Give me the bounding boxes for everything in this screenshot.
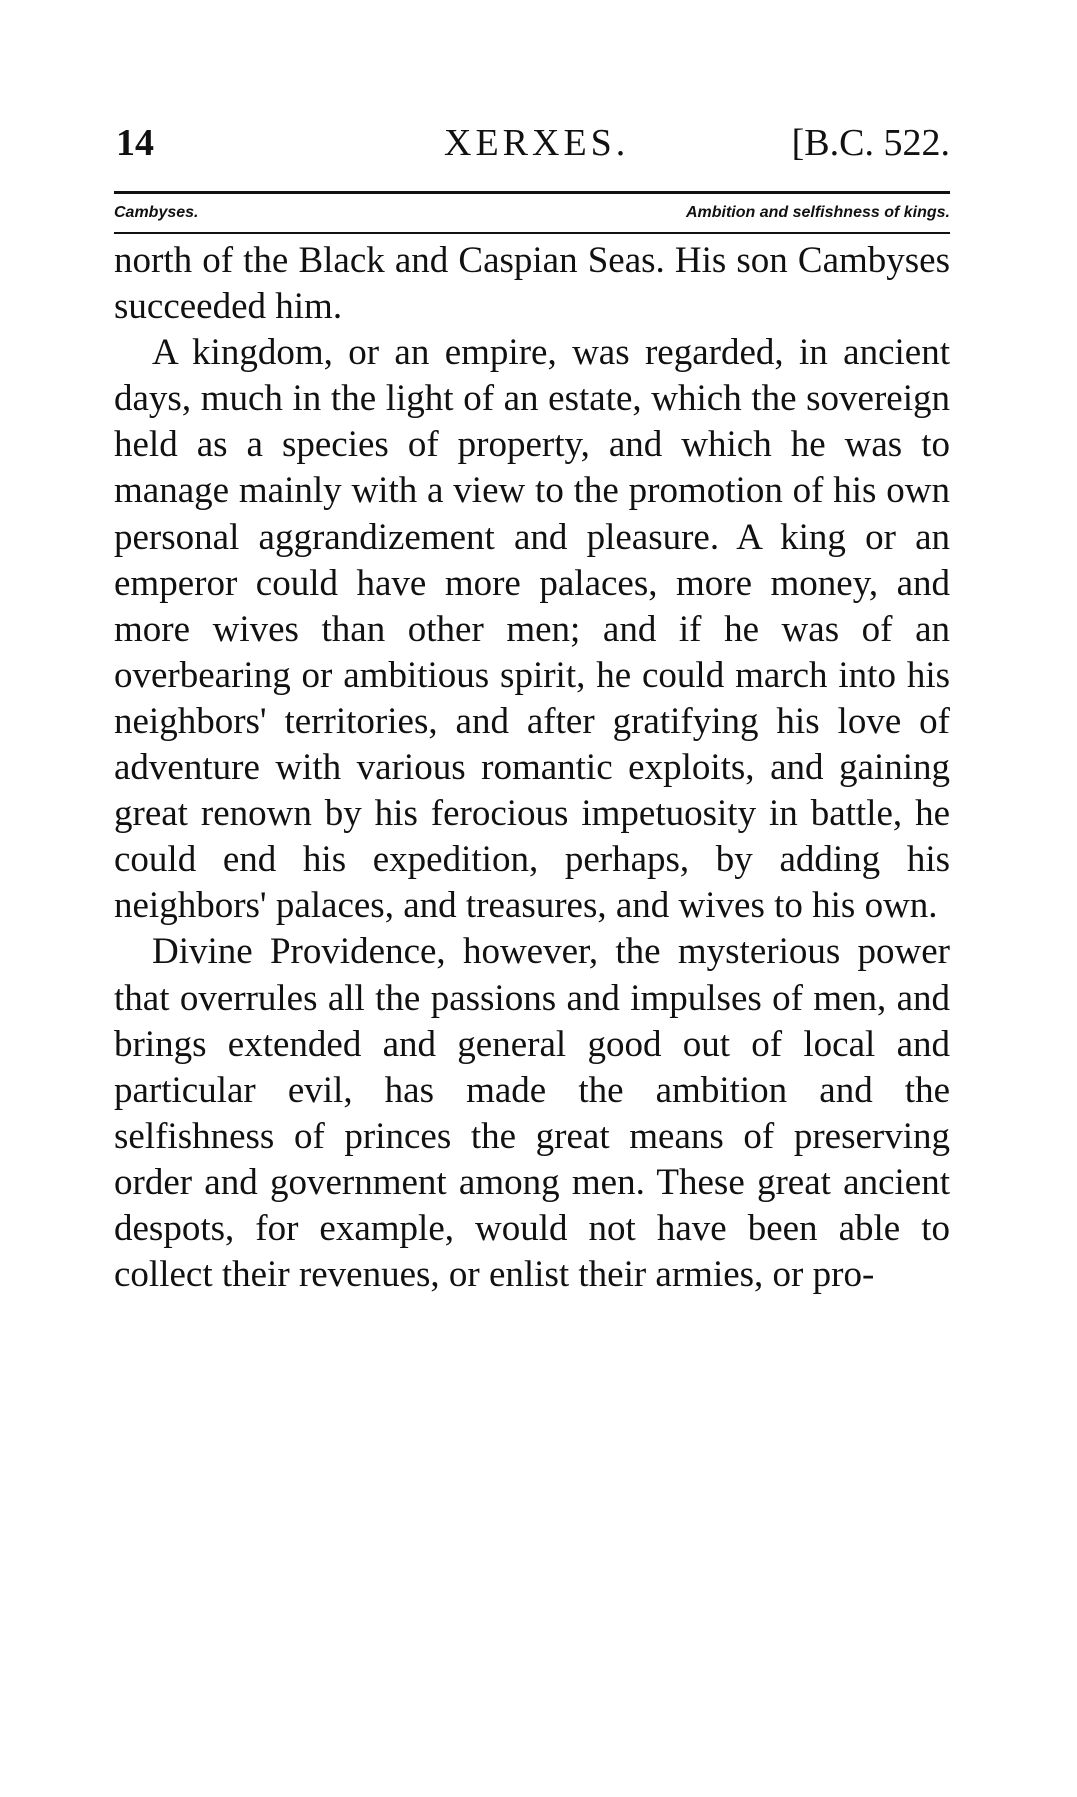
- paragraph-continuation: north of the Black and Caspian Seas. His son Cambyses succeeded him.: [114, 240, 950, 328]
- running-head: [114, 112, 950, 174]
- header-rule: [114, 191, 950, 194]
- date-reference: [B.C. 522.: [791, 122, 950, 164]
- sidenote-rule: [114, 232, 950, 234]
- paragraph: Divine Providence, however, the mysterious power that overrules all the passions and impulses of men, and brings extended and general good out of local and particular evil, has made the ambition and the selfishness of princes the great means of preserving order and government among men. These great ancient despots, for example, would not have been able to collect their revenues, or enlist their armies, or pro-: [114, 931, 950, 1296]
- body-text: [114, 238, 950, 1298]
- book-page: [114, 112, 950, 1296]
- sidenote-bar: [114, 200, 950, 226]
- sidenote-left: Cambyses.: [114, 204, 199, 221]
- book-title: XERXES.: [444, 122, 630, 164]
- sidenote-right: Ambition and selfishness of kings.: [685, 204, 950, 221]
- page-number: 14: [116, 122, 154, 164]
- paragraph: A kingdom, or an empire, was regarded, in ancient days, much in the light of an estate, which the sovereign held as a species of property, and which he was to manage mainly with a view to the promotion of his own personal aggrandizement and pleasure. A king or an emperor could have more palaces, more money, and more wives than other men; and if he was of an overbearing or ambitious spirit, he could march into his neighbors' territories, and after gratifying his love of adventure with various romantic exploits, and gaining great renown by his ferocious impetuosity in battle, he could end his expedition, perhaps, by adding his neighbors' palaces, and treasures, and wives to his own.: [114, 332, 950, 927]
